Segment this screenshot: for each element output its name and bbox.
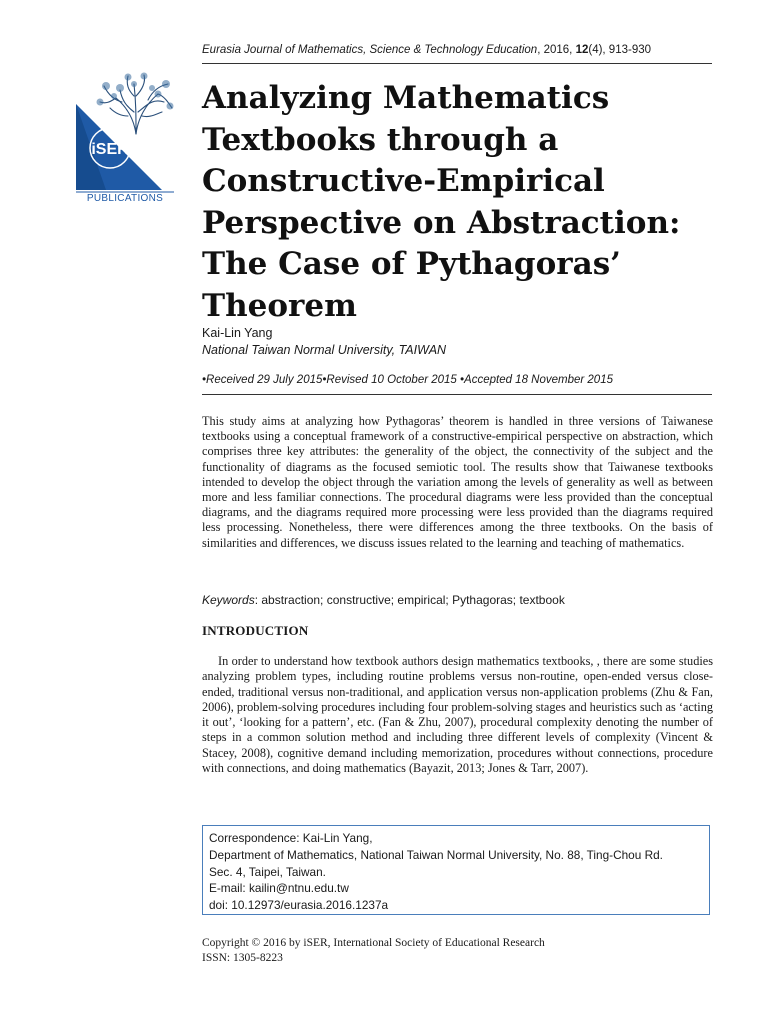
correspondence-line: Correspondence: Kai-Lin Yang, (209, 831, 373, 845)
journal-year: , 2016, (537, 44, 576, 56)
journal-issue-pages: (4), 913-930 (588, 44, 652, 56)
keywords-text: : abstraction; constructive; empirical; Pythagoras; textbook (254, 593, 565, 607)
keywords (202, 593, 713, 607)
iser-logo (76, 72, 174, 204)
journal-name: Eurasia Journal of Mathematics, Science & Technology Education (202, 44, 538, 56)
dates-rule (202, 394, 712, 395)
journal-volume: 12 (575, 44, 589, 56)
logo-text: iSER (91, 141, 129, 158)
title-line: The Case of Pythagoras’ (202, 246, 621, 282)
title-line: Textbooks through a (202, 121, 559, 158)
keywords-label: Keywords (202, 593, 255, 607)
abstract: This study aims at analyzing how Pythagoras’ theorem is handled in three versions of Taiwanese textbooks using a conceptual framework of a constructive-empirical perspective on abstraction, which comprises three key attributes: the generality of the object, the connectivity of the subject and the functionality of diagrams as the focused semiotic tool. The results show that Taiwanese textbooks intended to develop the object through the variation among the levels of generality as well as between more and less familiar connections. The procedural diagrams were less provided than the conceptual diagrams, and the diagrams required more processing were less provided than the diagrams required less processing. Nonetheless, there were differences among the three textbooks. On the basis of similarities and differences, we discuss issues related to the learning and teaching of mathematics. (202, 414, 713, 550)
author-name: Kai-Lin Yang (202, 326, 273, 340)
title-line: Constructive-Empirical (202, 163, 605, 199)
section-heading: INTRODUCTION (202, 623, 309, 638)
logo-subtext: PUBLICATIONS (86, 193, 164, 204)
title-line: Analyzing Mathematics (202, 80, 610, 116)
title-line: Theorem (202, 287, 357, 324)
author-affiliation: National Taiwan Normal University, TAIWAN (202, 343, 447, 357)
title-line: Perspective on Abstraction: (202, 204, 681, 241)
intro-paragraph: In order to understand how textbook authors design mathematics textbooks, , there are some studies analyzing problem types, including routine problems versus non-routine, open-ended versus close-ended, traditional versus non-traditional, and application versus non-application problems (Zhu & Fan, 2006), problem-solving procedures including four problem-solving stages and heuristics such as ‘acting it out’, ‘looking for a pattern’, etc. (Fan & Zhu, 2007), procedural complexity denoting the number of steps in a common solution method and including three different levels of complexity (Vincent & Stacey, 2008), cognitive demand including memorization, procedures without connections, procedure with connections, and doing mathematics (Bayazit, 2013; Jones & Tarr, 2007). (202, 654, 713, 776)
correspondence-doi[interactable]: doi: 10.12973/eurasia.2016.1237a (209, 898, 389, 913)
copyright-block (202, 936, 545, 966)
correspondence-email[interactable]: E-mail: kailin@ntnu.edu.tw (209, 881, 349, 896)
copyright-line: Copyright © 2016 by iSER, International Society of Educational Research (202, 937, 545, 949)
correspondence-box (202, 825, 710, 915)
paper-title (202, 78, 712, 327)
journal-citation (202, 44, 722, 56)
correspondence-line: Department of Mathematics, National Taiwan Normal University, No. 88, Ting-Chou Rd. (209, 847, 663, 862)
correspondence-line: Sec. 4, Taipei, Taiwan. (209, 864, 326, 879)
submission-dates: •Received 29 July 2015•Revised 10 October 2015 •Accepted 18 November 2015 (202, 374, 613, 386)
issn-line: ISSN: 1305-8223 (202, 952, 283, 964)
header-rule (202, 63, 712, 64)
